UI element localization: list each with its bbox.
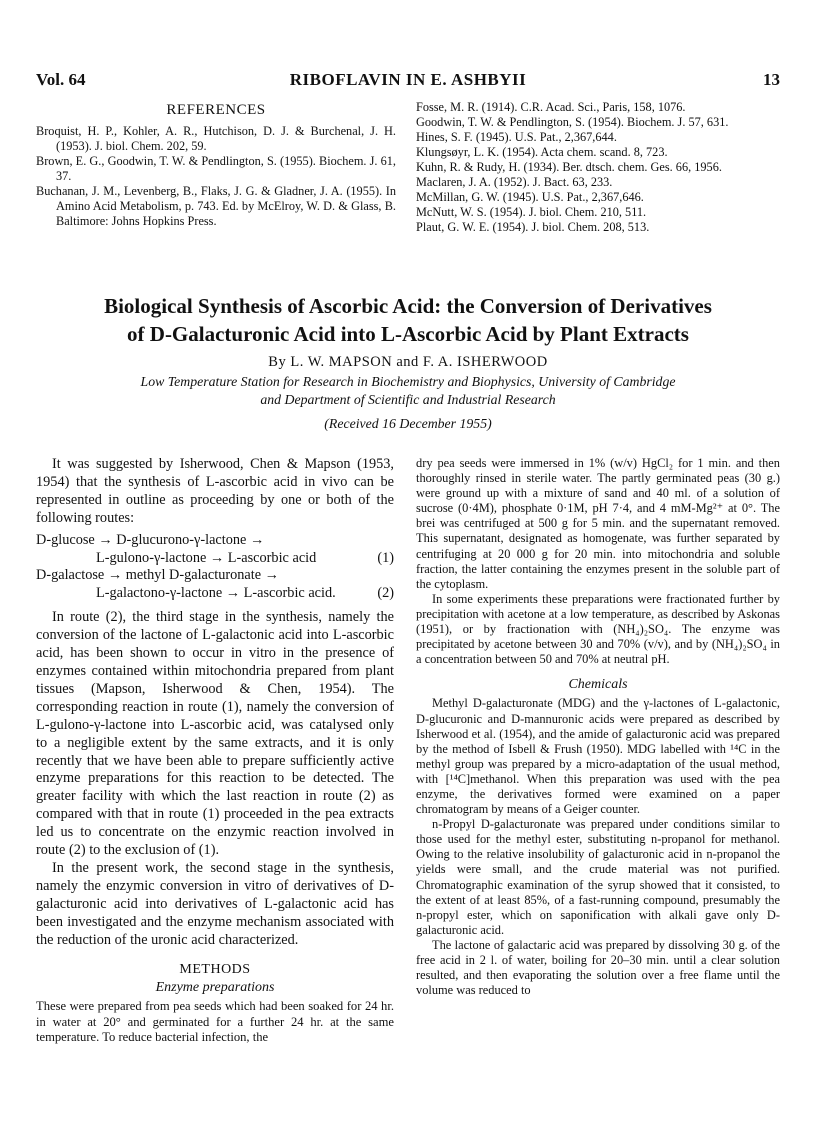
references-heading: REFERENCES: [166, 102, 266, 118]
subsection-heading: Chemicals: [568, 677, 628, 693]
body-paragraph: In some experiments these preparations were fractionated further by precipitation with acetone at a low temperature, as described by Askonas (1951), or by fractionation with (NH₄)₂SO₄. The enzyme was precipitated by acetone between 30 and 70% (v/v), and by (NH₄)₂SO₄ in a concentration between 50 and 70% at neutral pH.: [416, 591, 780, 667]
left-column: [36, 456, 394, 1046]
title-line: Biological Synthesis of Ascorbic Acid: the Conversion of Derivatives: [104, 294, 712, 318]
body-paragraph: These were prepared from pea seeds which had been soaked for 24 hr. in water at 20° and germinated for a further 24 hr. at the same temperature. To reduce bacterial infection, the: [36, 999, 394, 1045]
body-paragraph: Methyl D-galacturonate (MDG) and the γ-lactones of L-galactonic, D-glucuronic and D-mannuronic acids were prepared as described by Isherwood et al. (1954), and the amide of galacturonic acid was prepared by the method of Isbell & Frush (1950). MDG labelled with ¹⁴C in the methyl group was prepared by a micro-adaptation of the usual method, with [¹⁴C]methanol. When this preparation was used with the pea enzyme, the derivatives formed were examined on a paper chromatogram by means of a Geiger counter.: [416, 696, 780, 817]
title-line: of D-Galacturonic Acid into L-Ascorbic Acid by Plant Extracts: [127, 322, 689, 346]
page-number: 13: [763, 70, 780, 89]
volume-label: Vol. 64: [36, 70, 86, 89]
body-paragraph: dry pea seeds were immersed in 1% (w/v) HgCl₂ for 1 min. and then thoroughly rinsed in sterile water. The partly germinated peas (30 g.) were ground up with a mixture of sand and 40 ml. of a solution of sucrose (0·4M), phosphate 0·1M, pH 7·4, and 4 mM-Mg²⁺ at 0°. The brei was centrifuged at 500 g for 5 min. and the supernatant removed. This supernatant, designated as homogenate, was further separated by centrifuging at 20 000 g for 20 min. into mitochondria and soluble fraction, the latter containing the enzymes present in the soluble part of the cytoplasm.: [416, 456, 780, 591]
body-paragraph: The lactone of galactaric acid was prepared by dissolving 30 g. of the free acid in 2 l. of water, boiling for 20–30 min. until a clear solution resulted, and then evaporating the solution over a free flame until the volume was reduced to: [416, 937, 780, 998]
reference-item: Kuhn, R. & Rudy, H. (1934). Ber. dtsch. chem. Ges. 66, 1956.: [416, 160, 722, 174]
references-left: [36, 102, 396, 229]
reference-item: Hines, S. F. (1945). U.S. Pat., 2,367,644.: [416, 130, 617, 144]
subsection-heading: Enzyme preparations: [155, 980, 275, 996]
intro-paragraph: It was suggested by Isherwood, Chen & Mapson (1953, 1954) that the synthesis of L-ascorbic acid in vivo can be represented in outline as proceeding by one or both of the following routes:: [36, 456, 394, 526]
received-date: (Received 16 December 1955): [324, 416, 492, 431]
reference-item: Plaut, G. W. E. (1954). J. biol. Chem. 208, 513.: [416, 220, 650, 234]
body-paragraph: n-Propyl D-galacturonate was prepared under conditions similar to those used for the methyl ester, substituting n-propanol for methanol. Owing to the relative insolubility of galacturonic acid in n-propanol the yields were small, and the crude material was not purified. Chromatographic examination of the syrup showed that it consisted, to the extent of at least 85%, of a fast-running compound, presumably the n-propyl ester, which on saponification with alkali gave only D-galacturonic acid.: [416, 817, 780, 937]
reference-item: Broquist, H. P., Kohler, A. R., Hutchison, D. J. & Burchenal, J. H. (1953). J. biol. Chem. 202, 59.: [36, 124, 396, 153]
reference-item: Goodwin, T. W. & Pendlington, S. (1954). Biochem. J. 57, 631.: [416, 115, 729, 129]
reference-item: Maclaren, J. A. (1952). J. Bact. 63, 233.: [416, 175, 613, 189]
body-paragraph: In the present work, the second stage in the synthesis, namely the enzymic conversion in vitro of derivatives of D-galacturonic acid into derivatives of L-galactonic acid has been investigated and the enzyme mechanism associated with the reduction of the uronic acid characterized.: [36, 859, 394, 948]
reference-item: Fosse, M. R. (1914). C.R. Acad. Sci., Paris, 158, 1076.: [416, 100, 686, 114]
article-title: [36, 292, 780, 348]
authors: By L. W. MAPSON and F. A. ISHERWOOD: [268, 354, 548, 370]
body-paragraph: In route (2), the third stage in the synthesis, namely the conversion of the lactone of L-galactonic acid into L-ascorbic acid, has been shown to occur in vitro in the presence of enzymes contained within mitochondria prepared from plant tissues (Mapson, Isherwood & Chen, 1954). The corresponding reaction in route (1), namely the conversion of L-gulono-γ-lactone into L-ascorbic acid, was catalysed only to a negligible extent by the same extracts, and it is only recently that we have been able to prepare sufficiently active enzyme preparations for this reaction to be detected. The greater facility with which the last reaction in route (2) as compared with that in route (1) proceeded in the pea extracts led us to concentrate on the enzymic reaction involved in route (2) to the exclusion of (1).: [36, 609, 394, 859]
route-2: D-galactose → methyl D-galacturonate → L-galactono-γ-lactone → L-ascorbic acid. (2): [36, 567, 394, 602]
reference-item: Klungsøyr, L. K. (1954). Acta chem. scand. 8, 723.: [416, 145, 668, 159]
reference-item: McNutt, W. S. (1954). J. biol. Chem. 210, 511.: [416, 205, 647, 219]
reference-item: Buchanan, J. M., Levenberg, B., Flaks, J. G. & Gladner, J. A. (1955). In Amino Acid Metabolism, p. 743. Ed. by McElroy, W. D. & Glass, B. Baltimore: Johns Hopkins Press.: [36, 184, 396, 228]
reference-item: McMillan, G. W. (1945). U.S. Pat., 2,367,646.: [416, 190, 644, 204]
section-heading: METHODS: [179, 962, 251, 978]
route-1: D-glucose → D-glucurono-γ-lactone → L-gulono-γ-lactone → L-ascorbic acid (1): [36, 531, 394, 566]
references-right: [416, 100, 780, 235]
running-title: RIBOFLAVIN IN E. ASHBYII: [289, 70, 527, 89]
reference-item: Brown, E. G., Goodwin, T. W. & Pendlington, S. (1955). Biochem. J. 61, 37.: [36, 154, 396, 183]
running-header: [36, 70, 780, 94]
affiliation: Low Temperature Station for Research in Biochemistry and Biophysics, University of Cambridge and Department of Scientific and Industrial Research: [140, 374, 676, 407]
right-column: [416, 456, 780, 998]
